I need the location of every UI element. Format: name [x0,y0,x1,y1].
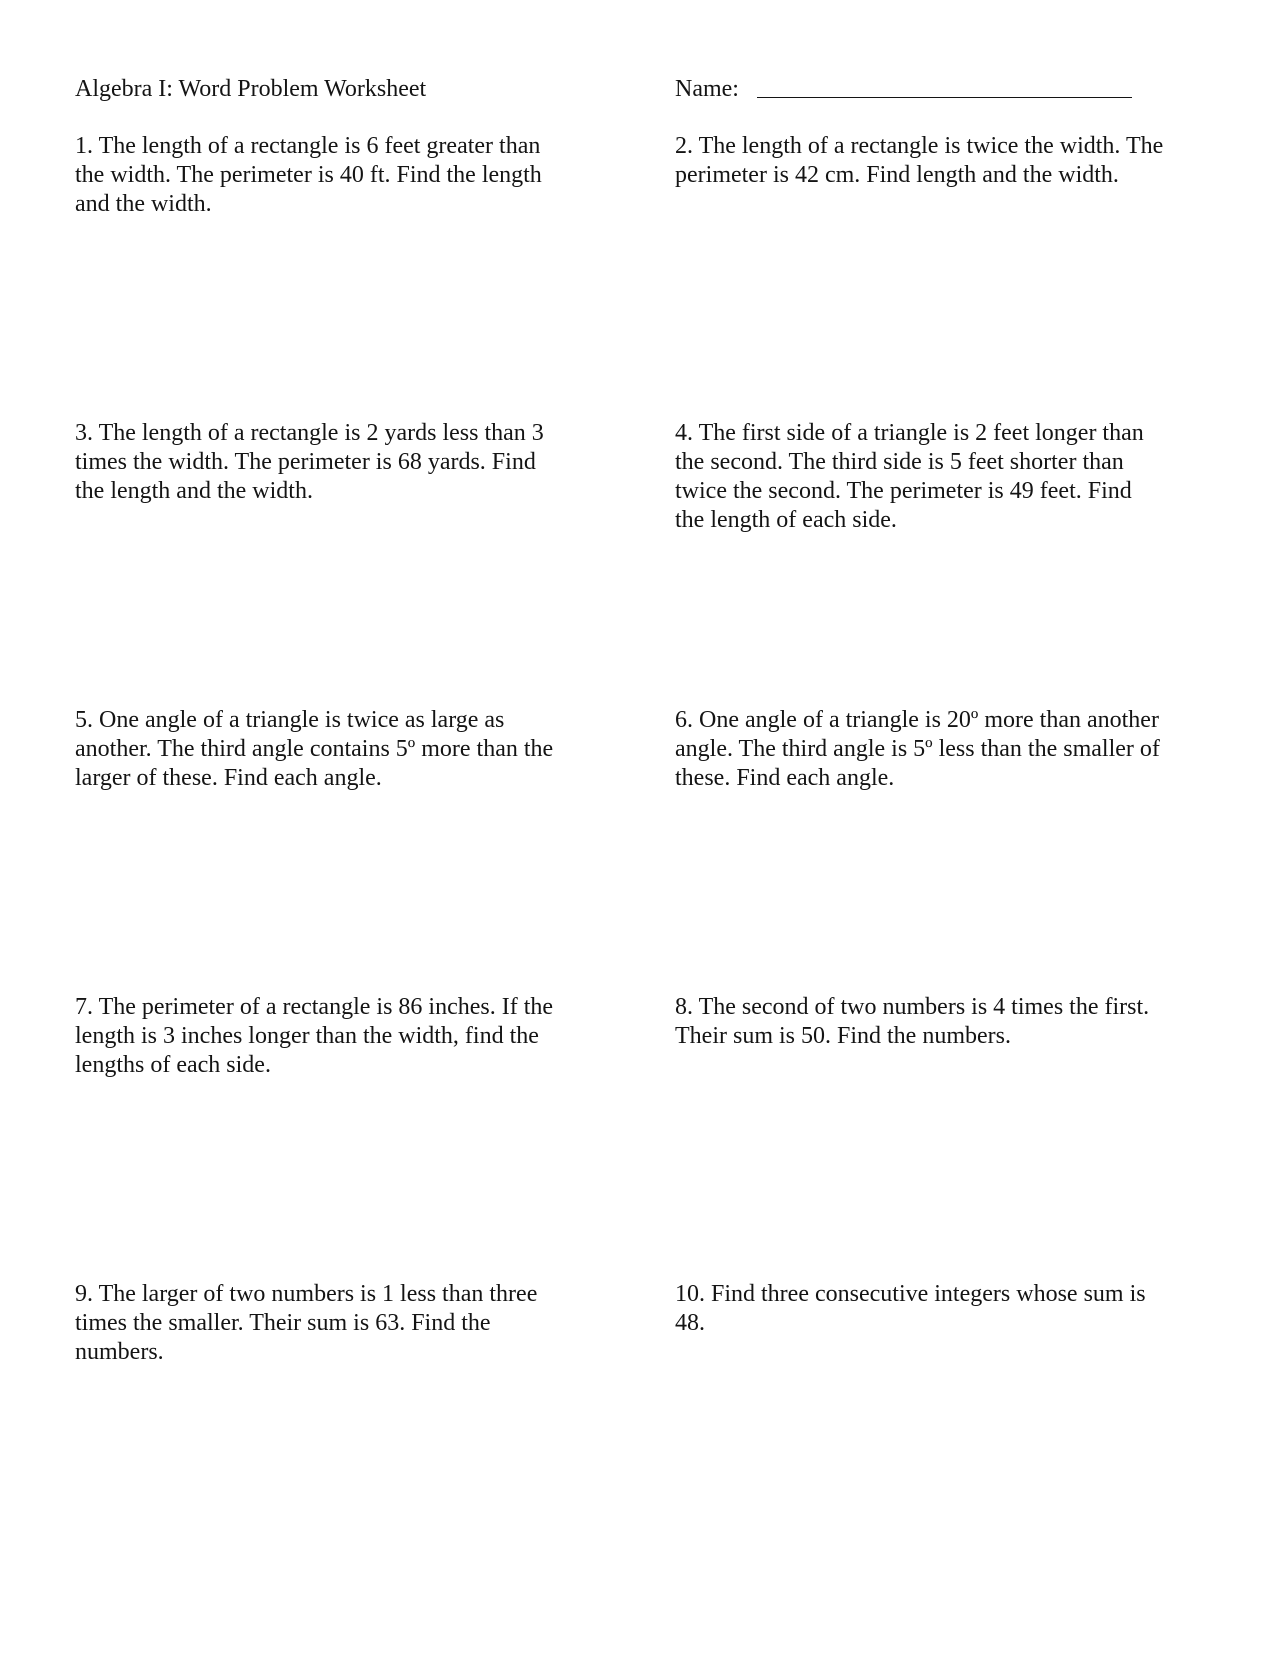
problem-8-line: 8. The second of two numbers is 4 times the first. [675,994,1150,1020]
problem-3-line: 3. The length of a rectangle is 2 yards less than 3 [75,420,544,446]
name-blank-line [757,97,1132,98]
problem-1 [75,132,542,219]
problem-2-line: perimeter is 42 cm. Find length and the width. [675,162,1119,188]
problem-4-line: 4. The first side of a triangle is 2 feet longer than [675,420,1144,446]
problem-5 [75,706,553,793]
problem-2-line: 2. The length of a rectangle is twice the width. The [675,133,1164,159]
problem-5-line: another. The third angle contains 5º more than the [75,736,554,762]
problem-10-line: 48. [675,1310,705,1336]
problem-2 [675,132,1163,190]
problem-1-line: and the width. [75,191,212,217]
problem-10-line: 10. Find three consecutive integers whose sum is [675,1281,1146,1307]
problem-3-line: times the width. The perimeter is 68 yards. Find [75,449,536,475]
problem-9 [75,1280,537,1367]
problem-8 [675,993,1149,1051]
problem-6-line: these. Find each angle. [675,765,895,791]
problem-7-line: lengths of each side. [75,1052,271,1078]
problem-7 [75,993,553,1080]
problem-10 [675,1280,1146,1338]
problem-4-line: twice the second. The perimeter is 49 feet. Find [675,478,1132,504]
name-label: Name: [675,76,739,102]
problem-5-line: 5. One angle of a triangle is twice as large as [75,707,505,733]
worksheet-title: Algebra I: Word Problem Worksheet [75,76,427,102]
problem-9-line: times the smaller. Their sum is 63. Find the [75,1310,491,1336]
problem-6-line: angle. The third angle is 5º less than the smaller of [675,736,1160,762]
problem-3 [75,419,544,506]
problem-1-line: 1. The length of a rectangle is 6 feet greater than [75,133,541,159]
problem-9-line: 9. The larger of two numbers is 1 less than three [75,1281,538,1307]
problem-6-line: 6. One angle of a triangle is 20º more than another [675,707,1159,733]
problem-8-line: Their sum is 50. Find the numbers. [675,1023,1011,1049]
problem-9-line: numbers. [75,1339,164,1365]
problem-6 [675,706,1160,793]
problem-7-line: 7. The perimeter of a rectangle is 86 inches. If the [75,994,554,1020]
problem-3-line: the length and the width. [75,478,313,504]
problem-4 [675,419,1144,535]
problem-5-line: larger of these. Find each angle. [75,765,382,791]
problem-7-line: length is 3 inches longer than the width, find the [75,1023,539,1049]
problem-1-line: the width. The perimeter is 40 ft. Find the length [75,162,542,188]
problem-4-line: the length of each side. [675,507,897,533]
problem-4-line: the second. The third side is 5 feet shorter than [675,449,1124,475]
